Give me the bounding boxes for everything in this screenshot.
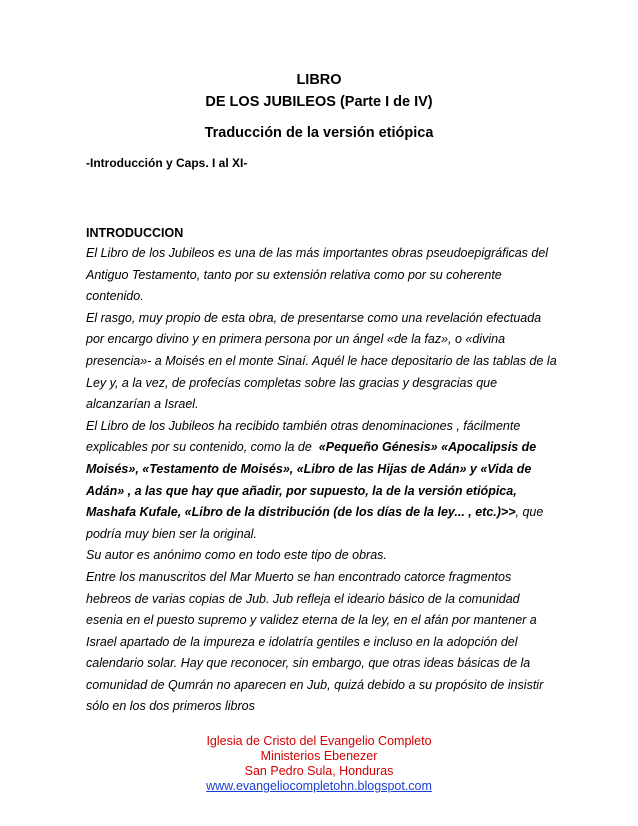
subtitle: Traducción de la versión etiópica [204, 125, 434, 141]
footer-website-link[interactable]: www.evangeliocompletohn.blogspot.com [206, 779, 432, 793]
footer-ministry: Ministerios Ebenezer [260, 749, 378, 763]
intro-label: -Introducción y Caps. I al XI- [86, 156, 248, 170]
body-line: calendario solar. Hay que reconocer, sin embargo, que otras ideas básicas de la [86, 656, 531, 671]
body-line: Israel apartado de la impureza e idolatría gentiles e incluso en la adopción del [86, 634, 518, 649]
body-line: Antiguo Testamento, tanto por su extensión relativa como por su coherente [86, 267, 502, 282]
body-line-bold: Moisés», «Testamento de Moisés», «Libro de las Hijas de Adán» y «Vida de [86, 461, 532, 476]
body-line: presencia»- a Moisés en el monte Sinaí. Aquél le hace depositario de las tablas de la [86, 353, 557, 368]
footer-location: San Pedro Sula, Honduras [244, 764, 394, 778]
footer [0, 734, 638, 794]
title-line-2: DE LOS JUBILEOS (Parte I de IV) [205, 94, 433, 110]
body-line-bold: Mashafa Kufale, «Libro de la distribución (de los días de la ley... , etc.)>> [86, 505, 516, 520]
body-line-segment: explicables por su contenido, como la de [86, 440, 312, 455]
section-heading: INTRODUCCION [86, 226, 184, 240]
title-line-1: LIBRO [296, 72, 342, 88]
body-line: contenido. [86, 289, 144, 304]
footer-church: Iglesia de Cristo del Evangelio Completo [206, 734, 432, 748]
body-line: El rasgo, muy propio de esta obra, de presentarse como una revelación efectuada [86, 310, 542, 325]
body-line [86, 437, 586, 459]
body-line: alcanzarían a Israel. [86, 397, 199, 412]
body-line: Ley y, a la vez, de profecías completas sobre las gracias y desgracias que [86, 375, 498, 390]
body-paragraphs [86, 243, 586, 718]
body-line: El Libro de los Jubileos ha recibido también otras denominaciones , fácilmente [86, 418, 521, 433]
body-line: comunidad de Qumrán no aparecen en Jub, quizá debido a su propósito de insistir [86, 677, 544, 692]
body-line-bold: «Pequeño Génesis» «Apocalipsis de [318, 440, 537, 455]
body-line: Entre los manuscritos del Mar Muerto se han encontrado catorce fragmentos [86, 569, 512, 584]
body-line: por encargo divino y en primera persona por un ángel «de la faz», o «divina [86, 332, 506, 347]
body-line: sólo en los dos primeros libros [86, 699, 255, 714]
body-line [86, 502, 586, 524]
body-line-segment: , que [515, 505, 544, 520]
body-line: podría muy bien ser la original. [86, 526, 257, 541]
body-line: esenia en el puesto supremo y validez eterna de la ley, en el afán por mantener a [86, 613, 537, 628]
body-line: El Libro de los Jubileos es una de las más importantes obras pseudoepigráficas del [86, 246, 549, 260]
body-line: hebreos de varias copias de Jub. Jub refleja el ideario básico de la comunidad [86, 591, 520, 606]
body-line-bold: Adán» , a las que hay que añadir, por supuesto, la de la versión etiópica, [86, 483, 517, 498]
body-line: Su autor es anónimo como en todo este tipo de obras. [86, 548, 387, 563]
